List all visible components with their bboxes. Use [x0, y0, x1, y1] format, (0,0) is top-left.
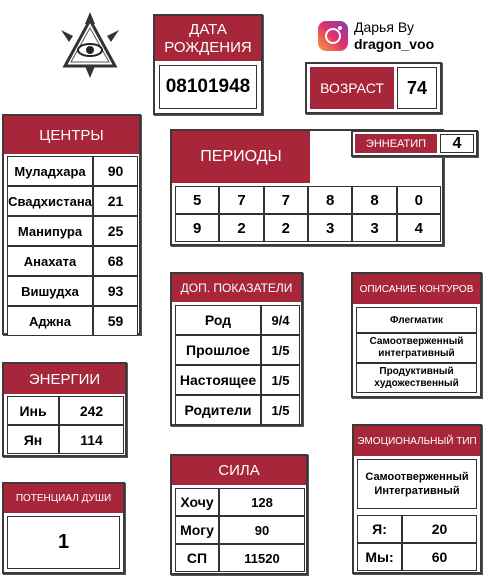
enneatype-value: 4 [440, 134, 474, 153]
contours-panel [351, 272, 482, 398]
table-row-label: Мы: [357, 543, 402, 571]
emotional-type-table [357, 515, 477, 571]
extra-indicators-panel [170, 272, 303, 426]
strength-table [175, 488, 305, 572]
emotional-type-panel [352, 424, 482, 574]
contours-title: ОПИСАНИЕ КОНТУРОВ [353, 274, 480, 304]
period-cell: 8 [352, 186, 396, 214]
table-row-value: 93 [93, 276, 138, 306]
energies-panel [2, 362, 127, 457]
table-row-label: СП [175, 544, 219, 572]
table-row-label: Прошлое [175, 335, 261, 365]
instagram-name: Дарья Ву [354, 19, 414, 35]
table-row-label: Настоящее [175, 365, 261, 395]
centers-panel [2, 114, 141, 335]
birth-date-panel [153, 14, 263, 115]
list-item: Продуктивный художественный [356, 363, 477, 393]
soul-potential-value: 1 [7, 516, 120, 569]
energies-table [7, 396, 124, 454]
period-cell: 7 [219, 186, 263, 214]
table-row-label: Анахата [7, 246, 93, 276]
periods-title: ПЕРИОДЫ [172, 131, 310, 183]
table-row-value: 1/5 [261, 365, 300, 395]
table-row-label: Хочу [175, 488, 219, 516]
age-label: ВОЗРАСТ [310, 67, 394, 109]
age-value: 74 [397, 67, 437, 109]
period-cell: 0 [397, 186, 441, 214]
all-seeing-eye-logo [55, 10, 125, 80]
emotional-type-title: ЭМОЦИОНАЛЬНЫЙ ТИП [354, 426, 480, 456]
table-row-value: 9/4 [261, 305, 300, 335]
table-row-label: Я: [357, 515, 402, 543]
enneatype-label: ЭННЕАТИП [355, 134, 437, 153]
table-row-value: 25 [93, 216, 138, 246]
table-row-label: Род [175, 305, 261, 335]
table-row-label: Ян [7, 425, 59, 454]
period-cell: 2 [219, 214, 263, 242]
table-row-value: 21 [93, 186, 138, 216]
list-item: Самоотверженный интегративный [356, 333, 477, 363]
table-row-label: Муладхара [7, 156, 93, 186]
table-row-value: 60 [402, 543, 477, 571]
soul-potential-panel [2, 482, 125, 574]
extra-indicators-table [175, 305, 300, 425]
table-row-label: Могу [175, 516, 219, 544]
period-cell: 9 [175, 214, 219, 242]
extra-indicators-title: ДОП. ПОКАЗАТЕЛИ [172, 274, 301, 302]
table-row-label: Свадхистана [7, 186, 93, 216]
table-row-value: 90 [219, 516, 305, 544]
table-row-label: Инь [7, 396, 59, 425]
enneatype-panel [351, 130, 478, 157]
table-row-value: 114 [59, 425, 124, 454]
table-row-label: Родители [175, 395, 261, 425]
birth-date-value: 08101948 [165, 76, 251, 97]
period-cell: 3 [352, 214, 396, 242]
birth-date-value-box [159, 65, 257, 109]
instagram-icon [318, 21, 348, 51]
strength-title: СИЛА [172, 456, 306, 485]
energies-title: ЭНЕРГИИ [4, 364, 125, 394]
period-cell: 5 [175, 186, 219, 214]
period-cell: 2 [264, 214, 308, 242]
birth-date-title: ДАТА РОЖДЕНИЯ [155, 16, 261, 61]
table-row-value: 128 [219, 488, 305, 516]
table-row-value: 68 [93, 246, 138, 276]
table-row-value: 1/5 [261, 335, 300, 365]
contours-list [356, 307, 477, 393]
age-panel [305, 62, 442, 114]
soul-potential-title: ПОТЕНЦИАЛ ДУШИ [4, 484, 123, 513]
instagram-profile[interactable] [318, 18, 468, 54]
centers-table [7, 156, 138, 336]
table-row-label: Вишудха [7, 276, 93, 306]
table-row-value: 20 [402, 515, 477, 543]
period-cell: 7 [264, 186, 308, 214]
strength-panel [170, 454, 308, 575]
table-row-value: 90 [93, 156, 138, 186]
instagram-handle: dragon_voo [354, 36, 435, 52]
table-row-value: 59 [93, 306, 138, 336]
centers-title: ЦЕНТРЫ [4, 116, 139, 154]
table-row-value: 242 [59, 396, 124, 425]
all-seeing-eye-icon [55, 10, 125, 80]
period-cell: 4 [397, 214, 441, 242]
table-row-label: Аджна [7, 306, 93, 336]
period-cell: 3 [308, 214, 352, 242]
list-item: Флегматик [356, 307, 477, 333]
periods-grid [175, 186, 441, 242]
emotional-type-description: Самоотверженный Интегративный [357, 459, 477, 509]
table-row-label: Манипура [7, 216, 93, 246]
table-row-value: 1/5 [261, 395, 300, 425]
period-cell: 8 [308, 186, 352, 214]
table-row-value: 11520 [219, 544, 305, 572]
